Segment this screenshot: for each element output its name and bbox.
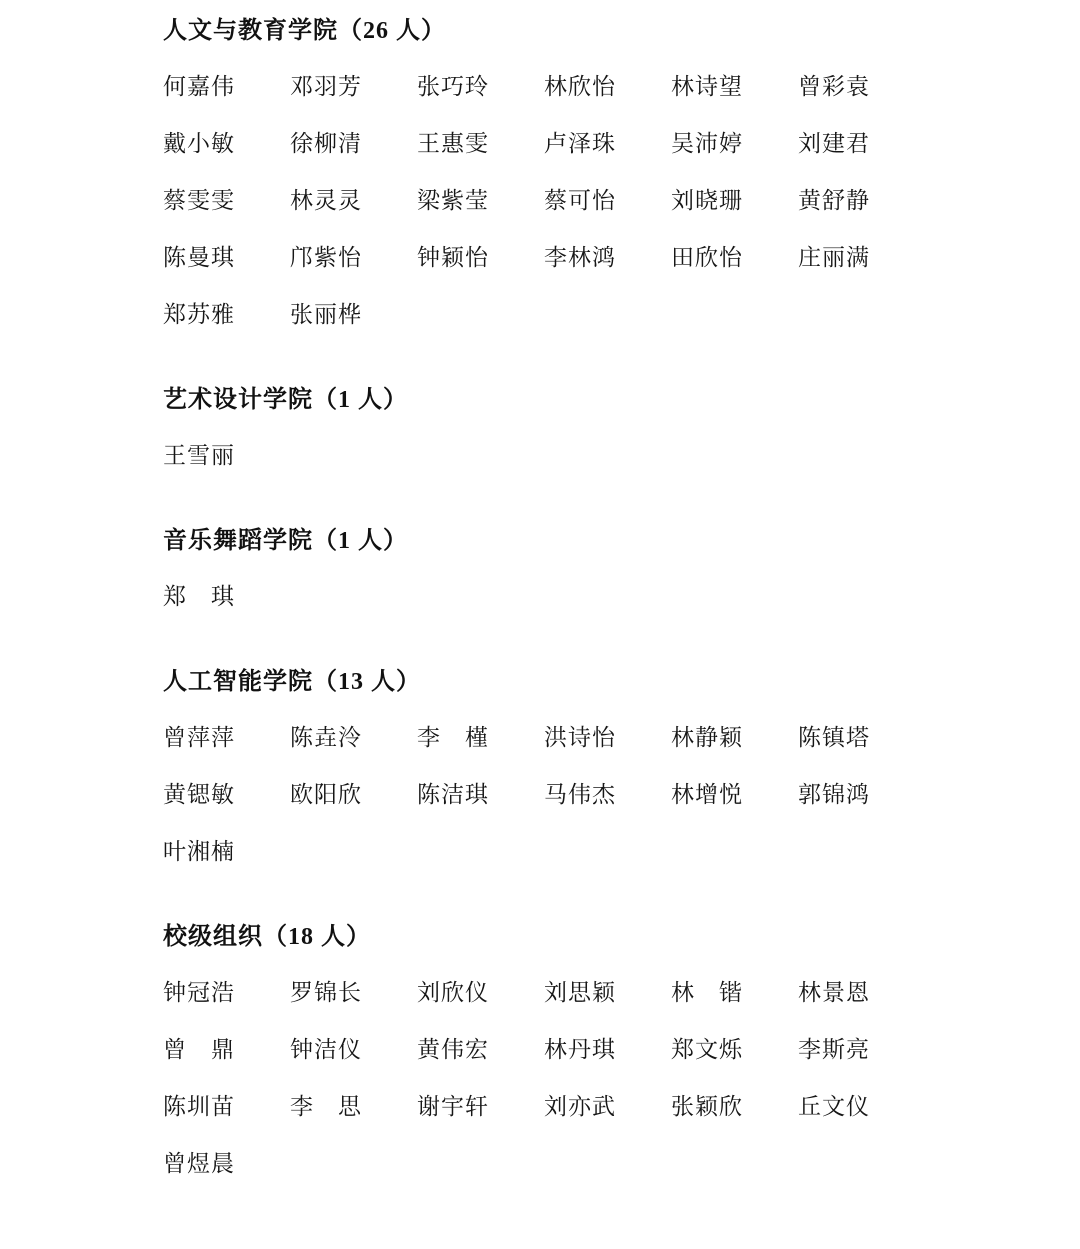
person-name: 林欣怡 [544, 74, 616, 99]
person-name: 李 思 [290, 1094, 362, 1119]
person-name: 吴沛婷 [671, 131, 743, 156]
name-grid [163, 442, 1020, 499]
section-heading: 艺术设计学院（1 人） [163, 387, 408, 413]
person-name: 何嘉伟 [163, 74, 235, 99]
person-name: 蔡可怡 [544, 188, 616, 213]
person-name: 黄舒静 [798, 188, 870, 213]
person-name: 庄丽满 [798, 245, 870, 270]
person-name: 张颖欣 [671, 1094, 743, 1119]
person-name: 林丹琪 [544, 1037, 616, 1062]
person-name: 黄锶敏 [163, 782, 235, 807]
person-name: 洪诗怡 [544, 725, 616, 750]
section-heading: 人工智能学院（13 人） [163, 669, 421, 695]
roster-section [163, 922, 1020, 1207]
person-name: 李 槿 [417, 725, 489, 750]
person-name: 罗锦长 [290, 980, 362, 1005]
person-name: 刘建君 [798, 131, 870, 156]
roster-section [163, 16, 1020, 358]
person-name: 郭锦鸿 [798, 782, 870, 807]
person-name: 林诗望 [671, 74, 743, 99]
person-name: 王惠雯 [417, 131, 489, 156]
person-name: 王雪丽 [163, 443, 235, 468]
person-name: 蔡雯雯 [163, 188, 235, 213]
person-name: 黄伟宏 [417, 1037, 489, 1062]
person-name: 马伟杰 [544, 782, 616, 807]
section-heading: 人文与教育学院（26 人） [163, 18, 446, 44]
person-name: 刘思颖 [544, 980, 616, 1005]
section-heading: 校级组织（18 人） [163, 924, 371, 950]
person-name: 郑文烁 [671, 1037, 743, 1062]
person-name: 陈圳苗 [163, 1094, 235, 1119]
person-name: 曾彩袁 [798, 74, 870, 99]
person-name: 梁紫莹 [417, 188, 489, 213]
person-name: 林增悦 [671, 782, 743, 807]
section-heading: 音乐舞蹈学院（1 人） [163, 528, 408, 554]
person-name: 田欣怡 [671, 245, 743, 270]
person-name: 丘文仪 [798, 1094, 870, 1119]
person-name: 陈曼琪 [163, 245, 235, 270]
person-name: 徐柳清 [290, 131, 362, 156]
person-name: 曾 鼎 [163, 1037, 235, 1062]
name-grid [163, 724, 1020, 895]
person-name: 刘亦武 [544, 1094, 616, 1119]
roster-section [163, 667, 1020, 895]
person-name: 郑苏雅 [163, 302, 235, 327]
person-name: 钟冠浩 [163, 980, 235, 1005]
person-name: 邝紫怡 [290, 245, 362, 270]
person-name: 林景恩 [798, 980, 870, 1005]
person-name: 刘晓珊 [671, 188, 743, 213]
name-grid [163, 979, 1020, 1207]
person-name: 林 锴 [671, 980, 743, 1005]
person-name: 李斯亮 [798, 1037, 870, 1062]
name-grid [163, 583, 1020, 640]
person-name: 陈洁琪 [417, 782, 489, 807]
roster-section [163, 526, 1020, 640]
person-name: 曾萍萍 [163, 725, 235, 750]
person-name: 陈镇塔 [798, 725, 870, 750]
person-name: 谢宇轩 [417, 1094, 489, 1119]
name-grid [163, 73, 1020, 358]
person-name: 林灵灵 [290, 188, 362, 213]
person-name: 卢泽珠 [544, 131, 616, 156]
person-name: 李林鸿 [544, 245, 616, 270]
person-name: 戴小敏 [163, 131, 235, 156]
person-name: 曾煜晨 [163, 1151, 235, 1176]
person-name: 欧阳欣 [290, 782, 362, 807]
person-name: 张巧玲 [417, 74, 489, 99]
person-name: 邓羽芳 [290, 74, 362, 99]
person-name: 郑 琪 [163, 584, 235, 609]
roster-section [163, 385, 1020, 499]
person-name: 张丽桦 [290, 302, 362, 327]
person-name: 钟颖怡 [417, 245, 489, 270]
person-name: 叶湘楠 [163, 839, 235, 864]
person-name: 陈垚泠 [290, 725, 362, 750]
person-name: 钟洁仪 [290, 1037, 362, 1062]
person-name: 林静颖 [671, 725, 743, 750]
person-name: 刘欣仪 [417, 980, 489, 1005]
